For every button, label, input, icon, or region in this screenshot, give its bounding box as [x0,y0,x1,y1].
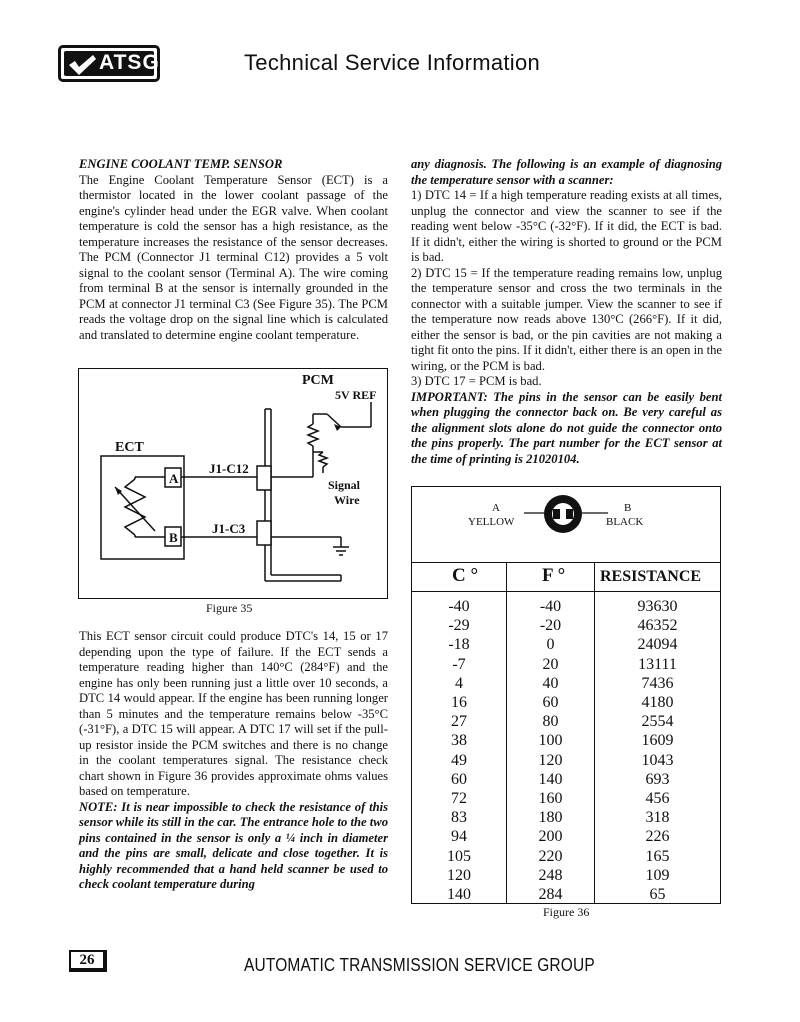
figure-36-caption: Figure 36 [543,905,590,919]
ect-circuit-diagram [79,369,387,598]
celsius-cell: 105 [447,847,471,865]
resistance-cell: 318 [645,809,670,827]
celsius-cell: 140 [447,886,471,904]
ect-label: ECT [115,440,144,455]
page-title: Technical Service Information [244,50,541,75]
figure-35-diagram [78,368,388,599]
pin-a-label: A [492,502,500,514]
celsius-cell: 60 [451,770,467,788]
celsius-cell: 120 [447,866,471,884]
fahrenheit-cell: 248 [538,866,563,884]
fahrenheit-cell: 140 [538,770,563,788]
section-heading: ENGINE COOLANT TEMP. SENSOR [79,157,283,171]
resistance-cell: 226 [645,828,670,846]
header-resistance: RESISTANCE [600,568,702,585]
celsius-cell: -29 [448,617,470,635]
resistance-cell: 109 [645,866,670,884]
fahrenheit-cell: 160 [538,790,563,808]
celsius-cell: -7 [452,655,466,673]
body-paragraph: The Engine Coolant Temperature Sensor (ECT) is a thermistor located in the lower coolant passage of the engine's cylinder head under the EGR valve. When coolant temperature is cold the sensor has a high resistance, as the temperature increases the resistance of the sensor decreases. The PCM (Connector J1 terminal C12) provides a 5 volt signal to the coolant sensor (Terminal A). The wire coming from terminal B at the sensor is internally grounded in the PCM at connector J1 terminal C3 (See Figure 35). The PCM reads the voltage drop on the signal line which is calculated and translated to determine engine coolant temperature. [79,172,388,342]
wire-label: Wire [334,493,360,507]
resistance-cell: 1609 [641,732,674,750]
fahrenheit-cell: 80 [542,713,559,731]
fahrenheit-cell: 220 [538,847,563,865]
celsius-cell: 83 [451,809,467,827]
fahrenheit-cell: 40 [542,674,559,692]
pin-b-color: BLACK [606,516,644,528]
right-column [411,157,722,467]
left-column-lower [79,629,388,893]
celsius-cell: 16 [451,694,467,712]
celsius-cell: 38 [451,732,467,750]
checkmark-logo-icon [67,53,97,77]
celsius-column [412,597,506,904]
note-paragraph: NOTE: It is near impossible to check the resistance of this sensor while its still in the car. The entrance hole to the two pins contained in the sensor is only a ¼ inch in diameter and the pins are small, delicate and close together. It is highly recommended that a hand held scanner be used to check coolant temperature during [79,799,388,891]
fahrenheit-cell: 180 [538,809,563,827]
resistance-cell: 46352 [637,617,678,635]
terminal-a-label: A [169,471,179,486]
important-paragraph: IMPORTANT: The pins in the sensor can be easily bent when plugging the connector back on. Be very careful as the alignment slots alone do not guide the connector onto the pins properly. The part number for the ECT sensor at the time of printing is 21020104. [411,389,722,466]
celsius-cell: 27 [451,713,467,731]
pcm-label: PCM [302,373,334,388]
fahrenheit-cell: 20 [542,655,559,673]
resistance-cell: 4180 [641,694,674,712]
j1-c3-label: J1-C3 [212,521,246,536]
footer-text: AUTOMATIC TRANSMISSION SERVICE GROUP [244,955,595,975]
resistance-cell: 693 [645,770,670,788]
figure-35-caption: Figure 35 [206,601,253,615]
connector-diagram [412,487,720,561]
dtc14-item: 1) DTC 14 = If a high temperature reading exists at all times, unplug the connector and view the scanner to see if the reading went below -35°C (-32°F). If it did, the ECT is bad. If it didn't, either the wiring is shorted to ground or the PCM is bad. [411,188,722,264]
page-number: 26 [69,950,107,972]
left-column [79,157,388,343]
celsius-cell: -18 [448,636,470,654]
table-header [412,562,720,592]
celsius-cell: 94 [451,828,467,846]
pin-a-color: YELLOW [468,516,515,528]
fahrenheit-cell: 100 [538,732,563,750]
fahrenheit-cell: 120 [538,751,563,769]
celsius-cell: 49 [451,751,467,769]
resistance-column [595,597,720,904]
resistance-cell: 93630 [637,598,678,615]
fahrenheit-cell: 60 [542,694,559,712]
signal-label: Signal [328,478,361,492]
fahrenheit-cell: 0 [546,636,555,654]
resistance-cell: 13111 [638,655,677,673]
resistance-cell: 165 [645,847,670,865]
terminal-b-label: B [169,530,178,545]
fahrenheit-column [507,597,594,904]
resistance-cell: 456 [645,790,670,808]
fahrenheit-cell: -40 [539,598,562,615]
lead-paragraph: any diagnosis. The following is an example of diagnosing the temperature sensor with a scanner: [411,157,722,187]
5v-ref-label: 5V REF [335,388,377,402]
fahrenheit-cell: 284 [538,886,563,904]
resistance-cell: 2554 [641,713,674,731]
pin-b-label: B [624,502,632,514]
header-celsius: C ° [452,565,479,586]
celsius-cell: 4 [455,674,463,692]
resistance-cell: 7436 [641,674,674,692]
resistance-table [411,486,721,904]
celsius-cell: -40 [448,598,470,615]
j1-c12-label: J1-C12 [209,461,249,476]
celsius-cell: 72 [451,790,467,808]
resistance-cell: 65 [649,886,666,904]
dtc17-item: 3) DTC 17 = PCM is bad. [411,374,542,388]
resistance-cell: 1043 [641,751,674,769]
fahrenheit-cell: 200 [538,828,563,846]
logo-text: ATSG [99,51,160,74]
dtc15-item: 2) DTC 15 = If the temperature reading remains low, unplug the temperature sensor and cross the two terminals in the connector with a suitable jumper. View the scanner to see if the temperature now reads above 130°C (266°F). If it did, either the sensor is bad, or the pin cavities are not making a tight fit onto the pins. If it didn't, either there is an open in the wiring, or the PCM is bad. [411,265,722,373]
atsg-logo [58,45,160,82]
resistance-cell: 24094 [637,636,678,654]
body-paragraph: This ECT sensor circuit could produce DTC's 14, 15 or 17 depending upon the type of failure. If the ECT sends a temperature reading higher than 140°C (284°F) and the engine has only been running just a little over 10 seconds, a DTC 14 would appear. If the engine has been running longer than 5 minutes and the temperature remains below -35°C (-31°F), a DTC 15 will appear. A DTC 17 will set if the pull-up resistor inside the PCM switches and there is no change in the coolant temperatures signal. The resistance check chart shown in Figure 36 provides approximate ohms values based on temperature. [79,629,388,798]
fahrenheit-cell: -20 [539,617,562,635]
header-fahrenheit: F ° [542,565,566,586]
